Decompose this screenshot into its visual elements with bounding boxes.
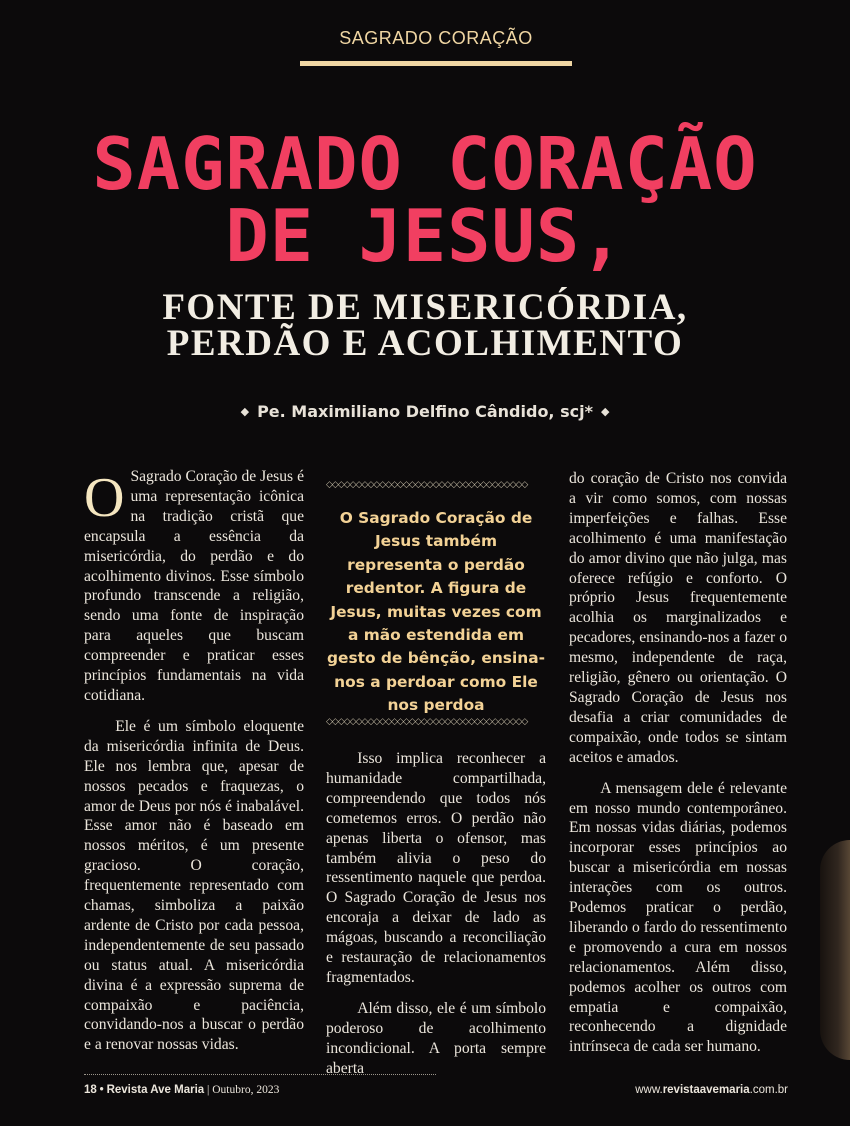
subtitle-line-1: FONTE DE MISERICÓRDIA, [162,287,688,328]
diamond-icon: ◆ [240,405,250,418]
section-label: SAGRADO CORAÇÃO [339,28,533,48]
url-prefix: www. [635,1084,663,1096]
paragraph: Além disso, ele é um símbolo poderoso de acolhimento incondicional. A porta sempre aberta [326,999,546,1077]
background-image-edge [820,840,850,1060]
url-suffix: .com.br [749,1084,788,1096]
section-underline [300,61,572,66]
paragraph: Isso implica reconhecer a humanidade compartilhada, compreendendo que todos nós cometemos erros. O perdão não apenas liberta o ofensor, mas também alivia o peso do ressentimento naquele que perdoa. O Sagrado Coração de Jesus nos encoraja a deixar de lado as mágoas, buscando a reconciliação e restauração de relacionamentos fragmentados. [326,750,546,986]
byline [150,402,700,421]
pullquote-border-bottom: ◇◇◇◇◇◇◇◇◇◇◇◇◇◇◇◇◇◇◇◇◇◇◇◇◇◇◇◇◇◇◇◇◇◇ [326,718,528,726]
paragraph: do coração de Cristo nos convida a vir como somos, com nossas imperfeições e falhas. Esse acolhimento é uma manifestação do amor divino que não julga, mas oferece refúgio e conforto. O próprio Jesus frequentemente acolhia os marginalizados e pecadores, ensinando-nos a fazer o mesmo, independente de raça, religião, gênero ou orientação. O Sagrado Coração de Jesus nos desafia a criar comunidades de compaixão, onde todos se sintam aceitos e amados. [569,470,787,766]
subtitle-line-2: PERDÃO E ACOLHIMENTO [166,323,684,364]
article-title: SAGRADO CORAÇÃO DE JESUS, [92,122,758,278]
separator: | [207,1084,210,1096]
column-3 [569,469,787,1057]
drop-cap: O [84,467,125,529]
issue-date: Outubro, 2023 [212,1084,280,1096]
pullquote-border-top: ◇◇◇◇◇◇◇◇◇◇◇◇◇◇◇◇◇◇◇◇◇◇◇◇◇◇◇◇◇◇◇◇◇◇ [326,481,528,489]
website-link[interactable] [635,1084,788,1096]
page-number: 18 [84,1084,97,1096]
paragraph: A mensagem dele é relevante em nosso mundo contemporâneo. Em nossas vidas diárias, podemos incorporar esses princípios ao buscar a misericórdia em nossas interações com os outros. Podemos praticar o perdão, liberando o fardo do ressentimento e promovendo a cura em nossos relacionamentos. Além disso, podemos acolher os outros com empatia e compaixão, reconhecendo a dignidade intrínseca de cada ser humano. [569,779,787,1056]
bullet: • [99,1084,104,1096]
author-name: Pe. Maximiliano Delfino Cândido, scj* [257,402,593,421]
paragraph: Ele é um símbolo eloquente da misericórdia infinita de Deus. Ele nos lembra que, apesar de nossos pecados e fraquezas, o amor de Deus por nós é inabalável. Esse amor não é baseado em nossos méritos, é um presente gracioso. O coração, frequentemente representado com chamas, simboliza a paixão ardente de Cristo por cada pessoa, independentemente de seu passado ou status atual. A misericórdia divina é a expressão suprema de compaixão e paciência, convidando-nos a buscar o perdão e a renovar nossas vidas. [84,717,304,1054]
footer-folio [84,1084,279,1096]
diamond-icon: ◆ [600,405,610,418]
pullquote: O Sagrado Coração de Jesus também representa o perdão redentor. A figura de Jesus, muitas vezes com a mão estendida em gesto de bênção, ensina-nos a perdoar como Ele nos perdoa [327,509,545,715]
url-brand: revistaavemaria [662,1084,750,1096]
column-2 [326,749,546,1079]
magazine-name: Revista Ave Maria [106,1084,205,1096]
footer-divider [84,1074,436,1075]
paragraph [84,467,304,706]
paragraph-text: Sagrado Coração de Jesus é uma representação icônica na tradição cristã que encapsula a essência da misericórdia, do perdão e do acolhimento divinos. Esse símbolo profundo transcende a religião, sendo uma fonte de inspiração para aqueles que buscam compreender e praticar esses princípios fundamentais na vida cotidiana. [84,468,304,704]
article-subtitle [60,287,790,364]
column-1 [84,467,304,1055]
